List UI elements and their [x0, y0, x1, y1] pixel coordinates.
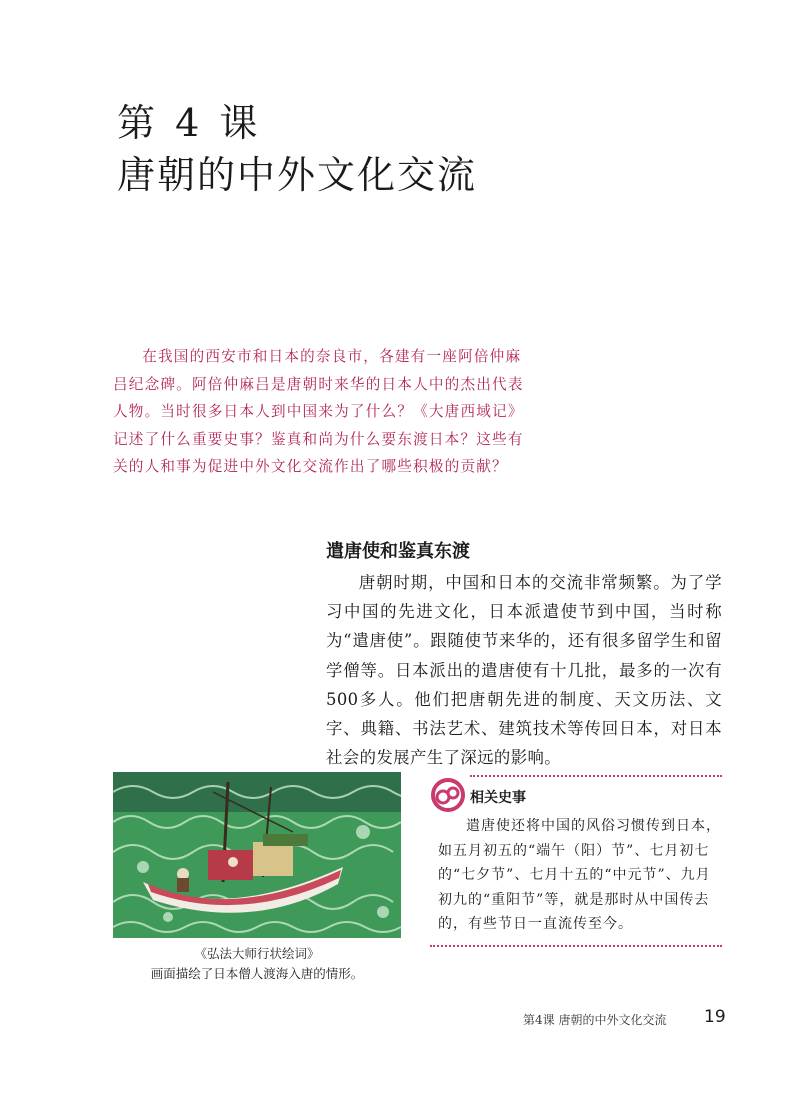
related-history-text: 遣唐使还将中国的风俗习惯传到日本，如五月初五的“端午（阳）节”、七月初七的“七夕节”、七月十五的“中元节”、九月初九的“重阳节”等，就是那时从中国传去的，有些节日一直流传至今。 — [438, 818, 721, 932]
ship-painting-illustration — [113, 772, 401, 938]
figure-title: 《弘法大师行状绘词》 — [194, 946, 320, 961]
section-heading: 遣唐使和鉴真东渡 — [326, 541, 470, 562]
running-footer: 第4课 唐朝的中外文化交流 — [523, 1013, 667, 1027]
related-history-icon — [430, 777, 466, 813]
figure-caption — [113, 944, 401, 984]
section-body: 唐朝时期，中国和日本的交流非常频繁。为了学习中国的先进文化，日本派遣使节到中国，当时称为“遣唐使”。跟随使节来华的，还有很多留学生和留学僧等。日本派出的遣唐使有十几批，最多的一次有500多人。他们把唐朝先进的制度、天文历法、文字、典籍、书法艺术、建筑技术等传回日本，对日本社会的发展产生了深远的影响。 — [326, 573, 722, 768]
page-number: 19 — [704, 1007, 726, 1027]
lesson-title: 唐朝的中外文化交流 — [117, 153, 478, 197]
related-box-bottom-rule — [430, 945, 722, 947]
lesson-number: 第 4 课 — [117, 101, 262, 145]
related-box-top-rule — [470, 775, 722, 777]
related-history-title: 相关史事 — [470, 790, 526, 806]
figure-description: 画面描绘了日本僧人渡海入唐的情形。 — [150, 966, 364, 981]
related-history-box — [430, 775, 722, 947]
intro-paragraph: 在我国的西安市和日本的奈良市，各建有一座阿倍仲麻吕纪念碑。阿倍仲麻吕是唐朝时来华的日本人中的杰出代表人物。当时很多日本人到中国来为了什么？《大唐西域记》记述了什么重要史事？鉴真和尚为什么要东渡日本？这些有关的人和事为促进中外文化交流作出了哪些积极的贡献？ — [113, 348, 524, 476]
ship-painting-image — [113, 772, 401, 938]
